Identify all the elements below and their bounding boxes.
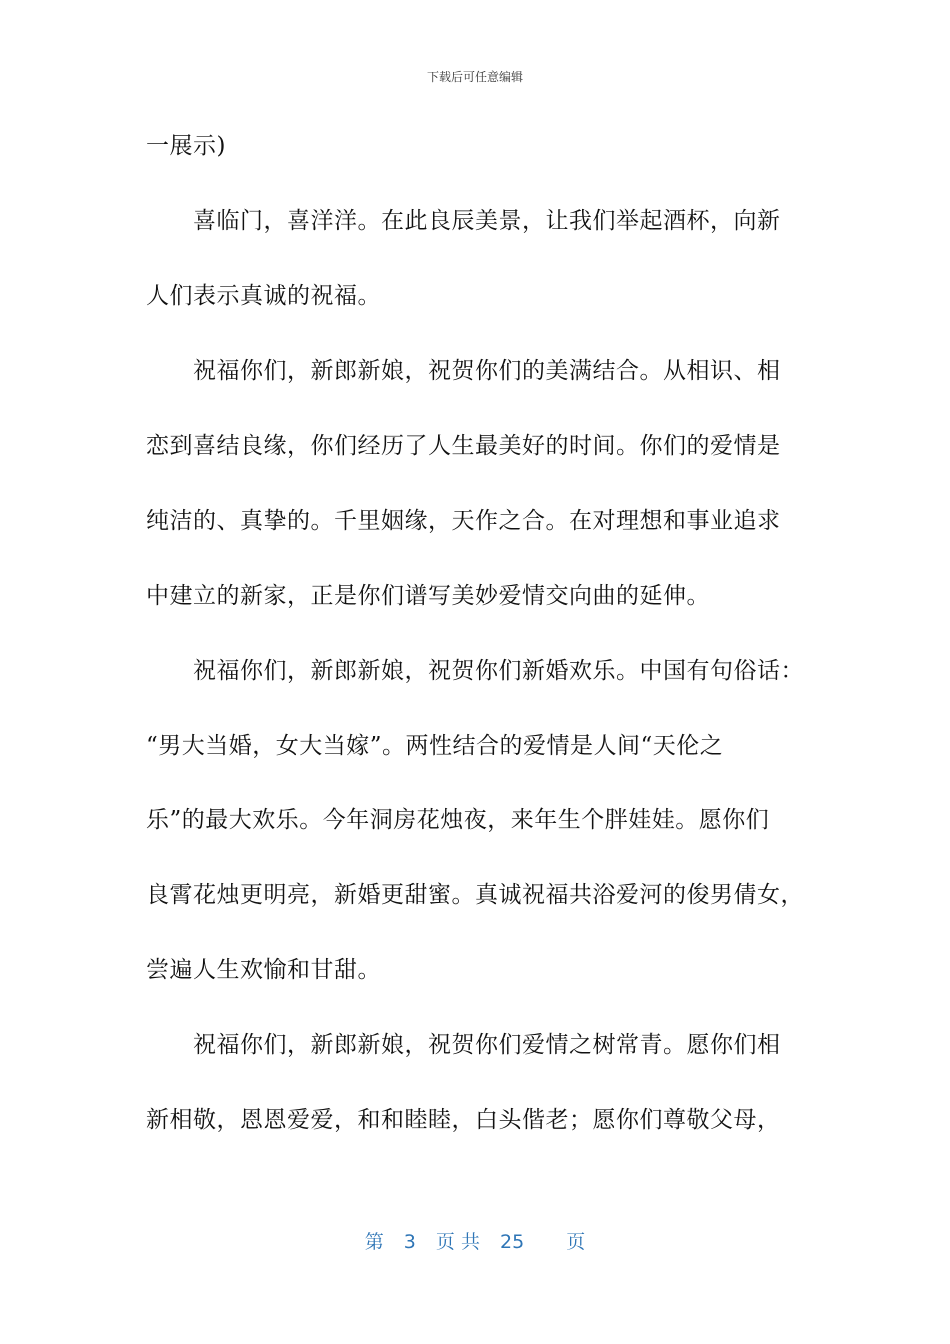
text-line: 乐”的最大欢乐。今年洞房花烛夜，来年生个胖娃娃。愿你们 (146, 807, 770, 833)
text-line: 人们表示真诚的祝福。 (146, 283, 381, 309)
footer-suffix: 页 (566, 1231, 586, 1253)
text-line: 良霄花烛更明亮，新婚更甜蜜。真诚祝福共浴爱河的俊男倩女， (146, 882, 804, 908)
text-line: “男大当婚，女大当嫁”。两性结合的爱情是人间“天伦之 (146, 733, 724, 759)
paragraph-first-line: 喜临门，喜洋洋。在此良辰美景，让我们举起酒杯，向新 (193, 208, 781, 234)
text-line: 一展示) (146, 133, 226, 159)
total-page-count: 25 (500, 1231, 525, 1253)
text-line: 尝遍人生欢愉和甘甜。 (146, 957, 381, 983)
text-line: 恋到喜结良缘，你们经历了人生最美好的时间。你们的爱情是 (146, 433, 781, 459)
page-number-footer (0, 1227, 950, 1254)
text-line: 新相敬，恩恩爱爱，和和睦睦，白头偕老；愿你们尊敬父母， (146, 1107, 781, 1133)
footer-prefix: 第 (364, 1231, 384, 1253)
header-note: 下载后可任意编辑 (426, 70, 523, 84)
paragraph-first-line: 祝福你们，新郎新娘，祝贺你们爱情之树常青。愿你们相 (193, 1032, 781, 1058)
text-line: 中建立的新家，正是你们谱写美妙爱情交向曲的延伸。 (146, 583, 710, 609)
paragraph-first-line: 祝福你们，新郎新娘，祝贺你们的美满结合。从相识、相 (193, 358, 781, 384)
current-page-number: 3 (403, 1231, 416, 1253)
footer-middle: 页 共 (435, 1231, 480, 1253)
paragraph-first-line: 祝福你们，新郎新娘，祝贺你们新婚欢乐。中国有句俗话： (193, 658, 804, 684)
text-line: 纯洁的、真挚的。千里姻缘，天作之合。在对理想和事业追求 (146, 508, 781, 534)
